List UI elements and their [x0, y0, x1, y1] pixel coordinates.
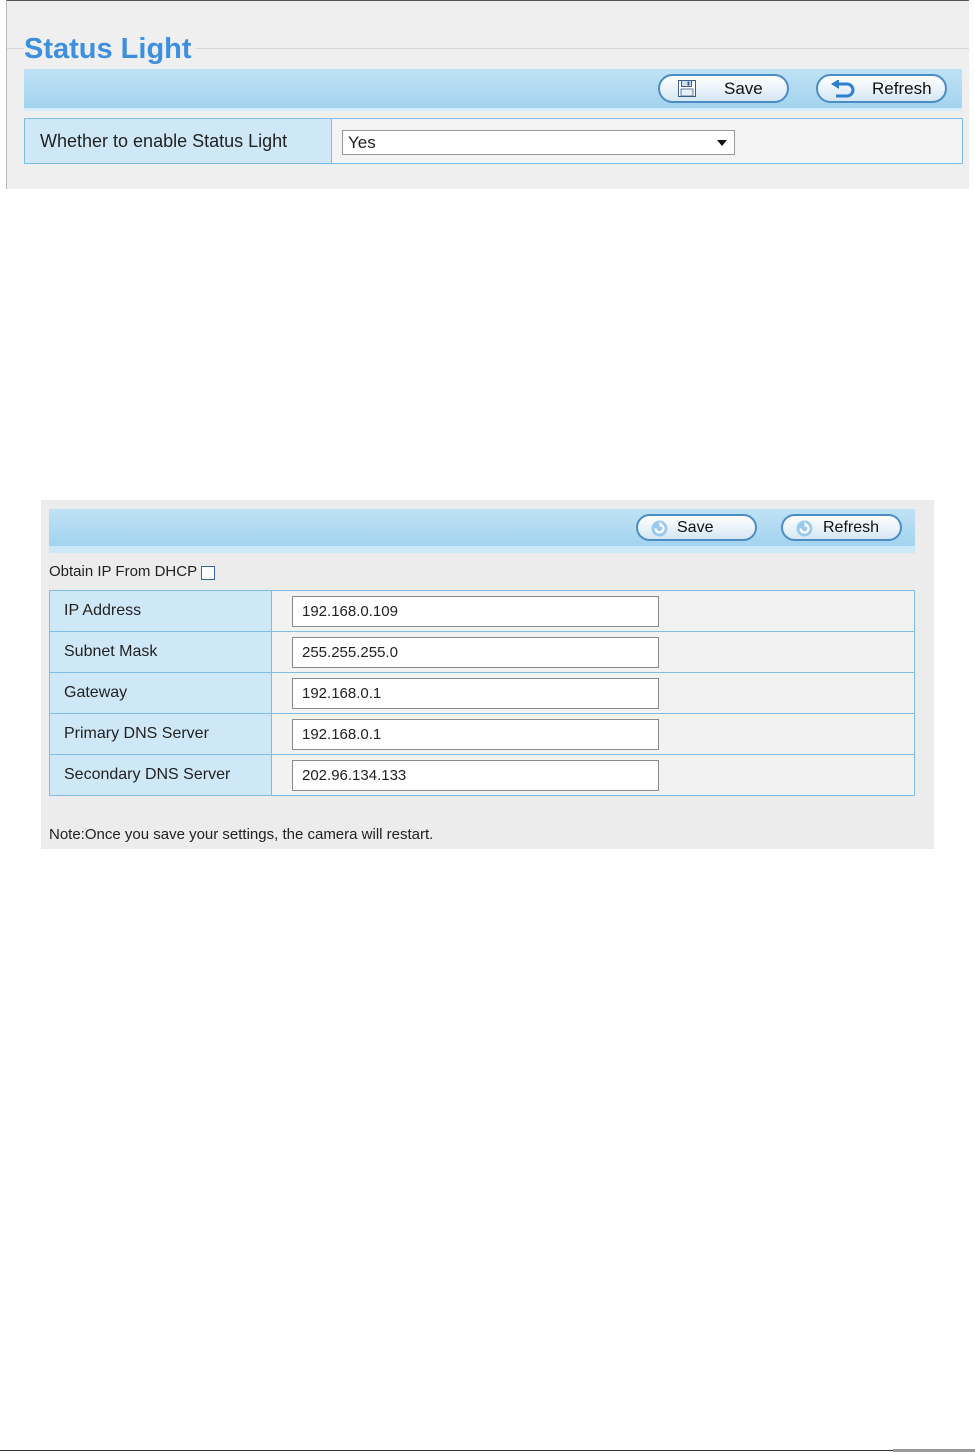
- save-label: Save: [724, 78, 763, 98]
- status-light-select[interactable]: [342, 130, 735, 155]
- dhcp-option: [49, 563, 215, 580]
- subnet-mask-label: Subnet Mask: [50, 632, 272, 672]
- refresh-spinner-icon: [651, 520, 668, 537]
- refresh-button[interactable]: [816, 74, 947, 103]
- gateway-input[interactable]: 192.168.0.1: [292, 678, 659, 709]
- table-row: [50, 591, 914, 631]
- footer-mark: [893, 1449, 975, 1452]
- ip-address-input[interactable]: 192.168.0.109: [292, 596, 659, 627]
- page-title: Status Light: [24, 29, 196, 69]
- subnet-mask-input[interactable]: 255.255.255.0: [292, 637, 659, 668]
- table-row: [50, 631, 914, 672]
- dhcp-checkbox[interactable]: [201, 566, 215, 580]
- primary-dns-label: Primary DNS Server: [50, 714, 272, 754]
- save-button[interactable]: [658, 74, 789, 103]
- table-row: [50, 672, 914, 713]
- toolbar-underline: [49, 546, 915, 553]
- status-light-row: [24, 118, 963, 164]
- network-settings-panel: [41, 500, 934, 849]
- dhcp-label: Obtain IP From DHCP: [49, 563, 198, 580]
- table-row: [50, 713, 914, 754]
- ip-settings-table: [49, 590, 915, 796]
- gateway-label: Gateway: [50, 673, 272, 713]
- primary-dns-input[interactable]: 192.168.0.1: [292, 719, 659, 750]
- undo-arrow-icon: [830, 80, 856, 98]
- ip-address-label: IP Address: [50, 591, 272, 631]
- toolbar-underline: [24, 108, 962, 111]
- refresh-button[interactable]: [781, 514, 902, 541]
- refresh-spinner-icon: [796, 520, 813, 537]
- save-label: Save: [677, 518, 714, 536]
- status-light-selected-value: Yes: [348, 132, 376, 152]
- secondary-dns-label: Secondary DNS Server: [50, 755, 272, 795]
- save-button[interactable]: [636, 514, 757, 541]
- status-light-panel: [6, 0, 969, 189]
- restart-note: Note:Once you save your settings, the camera will restart.: [49, 826, 434, 843]
- refresh-label: Refresh: [872, 78, 932, 98]
- footer-divider: [0, 1450, 975, 1451]
- refresh-label: Refresh: [823, 518, 880, 536]
- dropdown-arrow-icon: [717, 140, 727, 146]
- table-row: [50, 754, 914, 795]
- status-light-label: Whether to enable Status Light: [25, 119, 332, 163]
- floppy-disk-icon: [678, 80, 696, 97]
- secondary-dns-input[interactable]: 202.96.134.133: [292, 760, 659, 791]
